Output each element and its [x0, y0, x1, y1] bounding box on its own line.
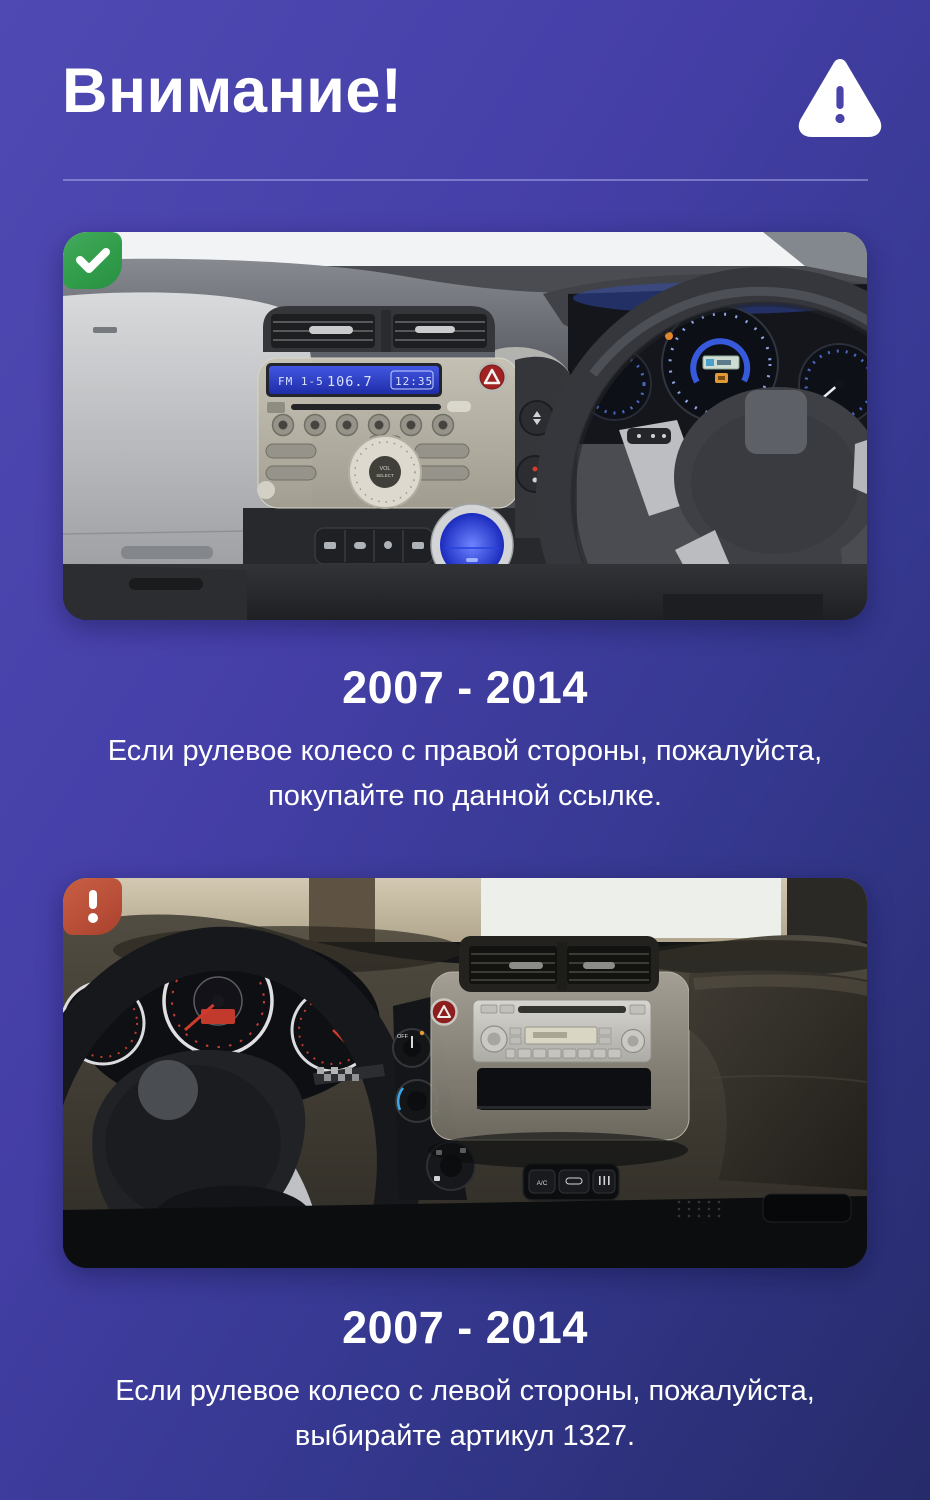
years-range-2: 2007 - 2014 [342, 1302, 588, 1353]
description-2-line-2: выбирайте артикул 1327. [294, 1420, 636, 1452]
check-badge [63, 232, 122, 289]
years-range-1: 2007 - 2014 [342, 662, 588, 713]
knob-vol-label: VOL [379, 466, 391, 472]
page-title: Внимание! [62, 56, 403, 126]
knob-select-label: SELECT [376, 473, 394, 478]
description-1-line-1: Если рулевое колесо с правой стороны, пожалуйста, [107, 735, 823, 767]
radio-band-text: FM 1-5 [278, 375, 324, 388]
warning-triangle-icon [797, 56, 883, 138]
rhd-dashboard-photo [63, 232, 867, 620]
lhd-dashboard-photo [63, 878, 867, 1268]
check-icon [73, 244, 113, 278]
description-1 [65, 729, 865, 819]
ac-button-label: A/C [536, 1180, 548, 1187]
description-2-line-1: Если рулевое колесо с левой стороны, пожалуйста, [115, 1375, 815, 1407]
radio-freq-text: 106.7 [327, 374, 373, 390]
description-1-line-2: покупайте по данной ссылке. [268, 780, 662, 812]
radio-clock-text: 12:35 [395, 375, 434, 388]
divider [63, 179, 868, 181]
option-card-lhd [63, 878, 867, 1268]
fan-knob-off-label: OFF [397, 1034, 408, 1040]
description-2 [65, 1369, 865, 1459]
alert-badge [63, 878, 122, 935]
exclamation-icon [82, 889, 104, 925]
option-card-rhd [63, 232, 867, 620]
